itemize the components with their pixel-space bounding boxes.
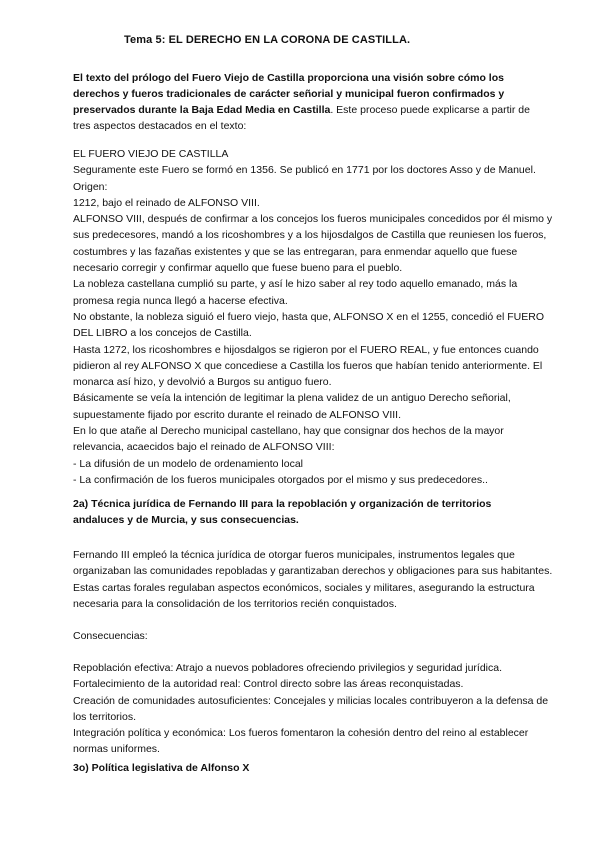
consequence-item: Integración política y económica: Los fueros fomentaron la cohesión dentro del reino al establecer normas uniformes. (73, 727, 529, 756)
fuero-line: No obstante, la nobleza siguió el fuero viejo, hasta que, ALFONSO X en el 1255, concedió el FUERO DEL LIBRO a los concejos de Castilla. (73, 310, 545, 340)
fuero-line: Básicamente se veía la intención de legitimar la plena validez de un antiguo Derecho señorial, supuestamente fijado por escrito durante el reinado de ALFONSO VIII. (73, 392, 511, 421)
section-2-heading: 2a) Técnica jurídica de Fernando III para la repoblación y organización de territorios andaluces y de Murcia, y sus consecuencias. (73, 498, 492, 526)
consequence-item: Creación de comunidades autosuficientes: Concejales y milicias locales contribuyeron a la defensa de los territorios. (73, 694, 549, 723)
fuero-bullet: - La confirmación de los fueros municipales otorgados por el mismo y sus predecedores.. (73, 473, 488, 486)
fuero-bullet: - La difusión de un modelo de ordenamiento local (73, 457, 303, 470)
fuero-line: ALFONSO VIII, después de confirmar a los concejos los fueros municipales concedidos por él mismo y sus predecesores, mandó a los ricoshombres y a los hijosdalgos de Castilla que reuniesen los fueros, costumbres y las fazañas existentes y que se las entregaran, para enmendar aquello que fuese necesario corregir y confirmar aquello que fuese bueno para el pueblo. (73, 213, 553, 275)
consequences-list (73, 660, 553, 758)
fuero-heading: EL FUERO VIEJO DE CASTILLA (73, 148, 229, 160)
intro-paragraph (73, 70, 543, 134)
intro-bold-text: El texto del prólogo del Fuero Viejo de Castilla proporciona una visión sobre cómo los derechos y fueros tradicionales de carácter señorial y municipal fueron confirmados y preservados durante la Baja Edad Media en Castilla (73, 72, 505, 116)
fuero-line: Origen: (73, 180, 108, 193)
fuero-line: La nobleza castellana cumplió su parte, y así le hizo saber al rey todo aquello emanado, más la promesa regia nunca llegó a hacerse efectiva. (73, 278, 518, 307)
intro-normal-text: . Este proceso puede explicarse a partir de tres aspectos destacados en el texto: (73, 104, 530, 132)
section-2-paragraph: Fernando III empleó la técnica jurídica de otorgar fueros municipales, instrumentos legales que organizaban las comunidades repobladas y garantizaban derechos y obligaciones para sus habitantes. Estas cartas forales regulaban aspectos económicos, sociales y militares, asegurando la estructura necesaria para la consolidación de los territorios recién conquistados. (73, 549, 553, 610)
fuero-line: 1212, bajo el reinado de ALFONSO VIII. (73, 196, 260, 209)
consequence-item: Repoblación efectiva: Atrajo a nuevos pobladores ofreciendo privilegios y seguridad jurídica. (73, 662, 503, 674)
page-title: Tema 5: EL DERECHO EN LA CORONA DE CASTILLA. (124, 34, 411, 46)
section-3-heading: 3o) Política legislativa de Alfonso X (73, 762, 250, 774)
fuero-line: En lo que atañe al Derecho municipal castellano, hay que consignar dos hechos de la mayor relevancia, acaecidos bajo el reinado de ALFONSO VIII: (73, 425, 504, 454)
fuero-line: Hasta 1272, los ricoshombres e hijosdalgos se rigieron por el FUERO REAL, y fue entonces cuando pidieron al rey ALFONSO X que concediese a Castilla los fueros que habían tenido anteriormente. El monarca así hizo, y devolvió a Burgos su antiguo fuero. (73, 343, 543, 389)
consequences-label: Consecuencias: (73, 630, 148, 642)
consequence-item: Fortalecimiento de la autoridad real: Control directo sobre las áreas reconquistadas. (73, 678, 464, 691)
fuero-line: Seguramente este Fuero se formó en 1356. Se publicó en 1771 por los doctores Asso y de Manuel. (73, 164, 536, 177)
fuero-viejo-section (73, 146, 553, 488)
